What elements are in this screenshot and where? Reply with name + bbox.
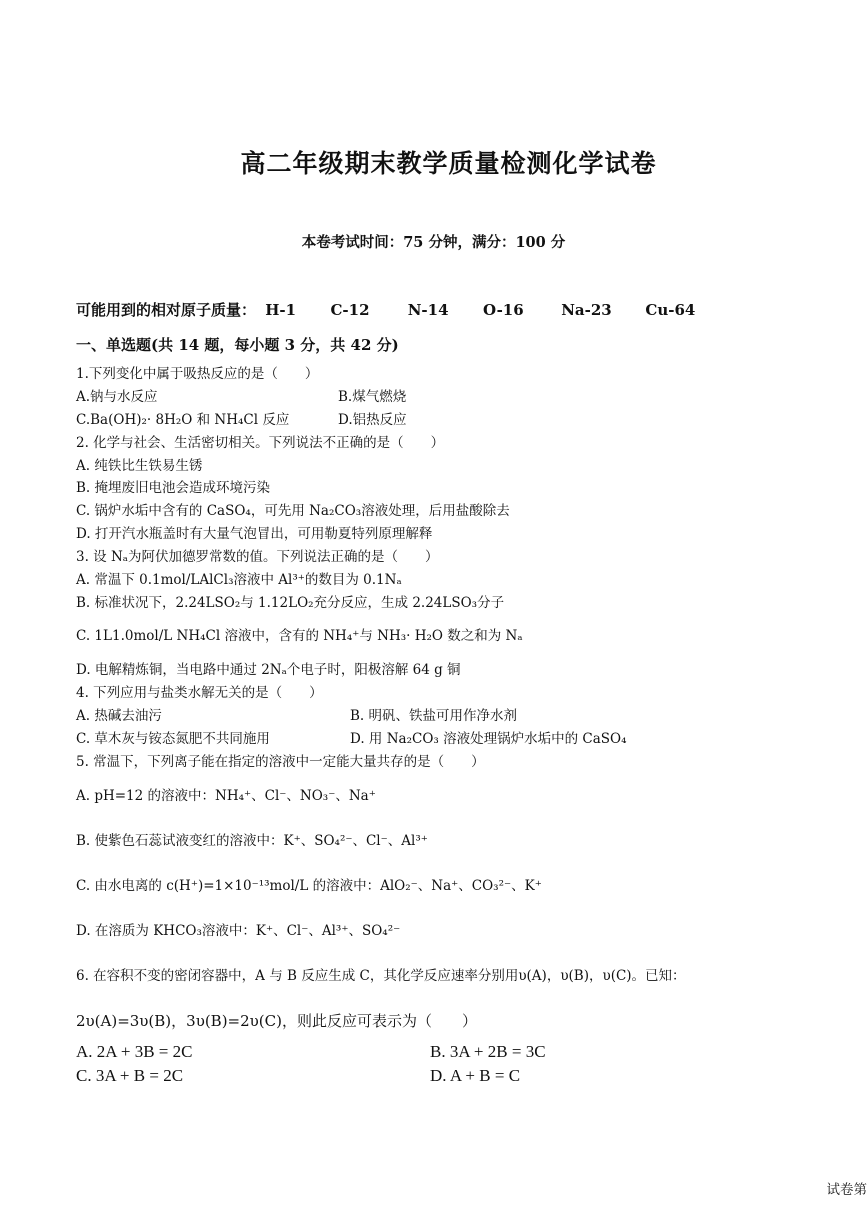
exam-duration: 本卷考试时间：75 分钟，满分：100 分 [301, 234, 566, 251]
question-5-option-a: A. pH=12 的溶液中：NH₄⁺、Cl⁻、NO₃⁻、Na⁺ [76, 788, 376, 804]
question-3-option-b: B. 标准状况下，2.24LSO₂与 1.12LO₂充分反应，生成 2.24LSO₃分子 [76, 595, 505, 611]
mass-item: C-12 [330, 301, 370, 319]
question-6-stem: 6. 在容积不变的密闭容器中，A 与 B 反应生成 C，其化学反应速率分别用υ(A)，υ(B)，υ(C)。已知： [76, 968, 686, 984]
mass-item: N-14 [407, 301, 449, 319]
mass-item: H-1 [265, 301, 297, 319]
question-6-option-a: A. 2A + 3B = 2C [76, 1042, 193, 1061]
question-5-stem: 5. 常温下，下列离子能在指定的溶液中一定能大量共存的是（ ） [76, 754, 485, 770]
mass-item: Cu-64 [645, 301, 696, 319]
question-5-option-d: D. 在溶质为 KHCO₃溶液中：K⁺、Cl⁻、Al³⁺、SO₄²⁻ [76, 923, 401, 939]
question-6-option-d: D. A + B = C [430, 1066, 521, 1085]
question-6-option-c: C. 3A + B = 2C [76, 1066, 184, 1085]
question-5-option-b: B. 使紫色石蕊试液变红的溶液中：K⁺、SO₄²⁻、Cl⁻、Al³⁺ [76, 833, 428, 849]
question-3-option-a: A. 常温下 0.1mol/LAlCl₃溶液中 Al³⁺的数目为 0.1Nₐ [76, 572, 402, 588]
atomic-masses [76, 299, 695, 320]
question-4-option-b: B. 明矾、铁盐可用作净水剂 [350, 708, 518, 724]
question-2-stem: 2. 化学与社会、生活密切相关。下列说法不正确的是（ ） [76, 435, 445, 451]
page-title: 高二年级期末教学质量检测化学试卷 [240, 149, 657, 178]
question-5-option-c: C. 由水电离的 c(H⁺)=1×10⁻¹³mol/L 的溶液中：AlO₂⁻、Na⁺、CO₃²⁻、K⁺ [76, 878, 542, 894]
question-1-option-b: B.煤气燃烧 [338, 389, 407, 405]
atomic-masses-label: 可能用到的相对原子质量： [76, 301, 257, 319]
mass-item: Na-23 [561, 301, 612, 319]
question-3-stem: 3. 设 Nₐ为阿伏加德罗常数的值。下列说法正确的是（ ） [76, 549, 439, 565]
section-heading: 一、单选题(共 14 题，每小题 3 分，共 42 分) [76, 336, 399, 354]
question-1-option-d: D.铝热反应 [338, 412, 407, 428]
mass-item: O-16 [482, 301, 524, 319]
question-1-option-c: C.Ba(OH)₂· 8H₂O 和 NH₄Cl 反应 [76, 412, 290, 428]
question-6-condition: 2υ(A)=3υ(B)，3υ(B)=2υ(C)，则此反应可表示为（ ） [76, 1012, 477, 1030]
question-3-option-c: C. 1L1.0mol/L NH₄Cl 溶液中，含有的 NH₄⁺与 NH₃· H₂O 数之和为 Nₐ [76, 628, 523, 644]
question-2-option-a: A. 纯铁比生铁易生锈 [76, 458, 203, 474]
question-1-stem: 1.下列变化中属于吸热反应的是（ ） [76, 366, 319, 382]
question-1-option-a: A.钠与水反应 [76, 389, 158, 405]
page-footer: 试卷第 [826, 1182, 867, 1198]
question-4-stem: 4. 下列应用与盐类水解无关的是（ ） [76, 685, 323, 701]
question-4-option-c: C. 草木灰与铵态氮肥不共同施用 [76, 731, 270, 747]
question-3-option-d: D. 电解精炼铜，当电路中通过 2Nₐ个电子时，阳极溶解 64 g 铜 [76, 662, 461, 678]
question-6-option-b: B. 3A + 2B = 3C [430, 1042, 546, 1061]
question-2-option-b: B. 掩埋废旧电池会造成环境污染 [76, 480, 271, 496]
question-2-option-d: D. 打开汽水瓶盖时有大量气泡冒出，可用勒夏特列原理解释 [76, 526, 433, 542]
question-4-option-d: D. 用 Na₂CO₃ 溶液处理锅炉水垢中的 CaSO₄ [350, 731, 627, 747]
question-2-option-c: C. 锅炉水垢中含有的 CaSO₄，可先用 Na₂CO₃溶液处理，后用盐酸除去 [76, 503, 510, 519]
question-4-option-a: A. 热碱去油污 [76, 708, 162, 724]
